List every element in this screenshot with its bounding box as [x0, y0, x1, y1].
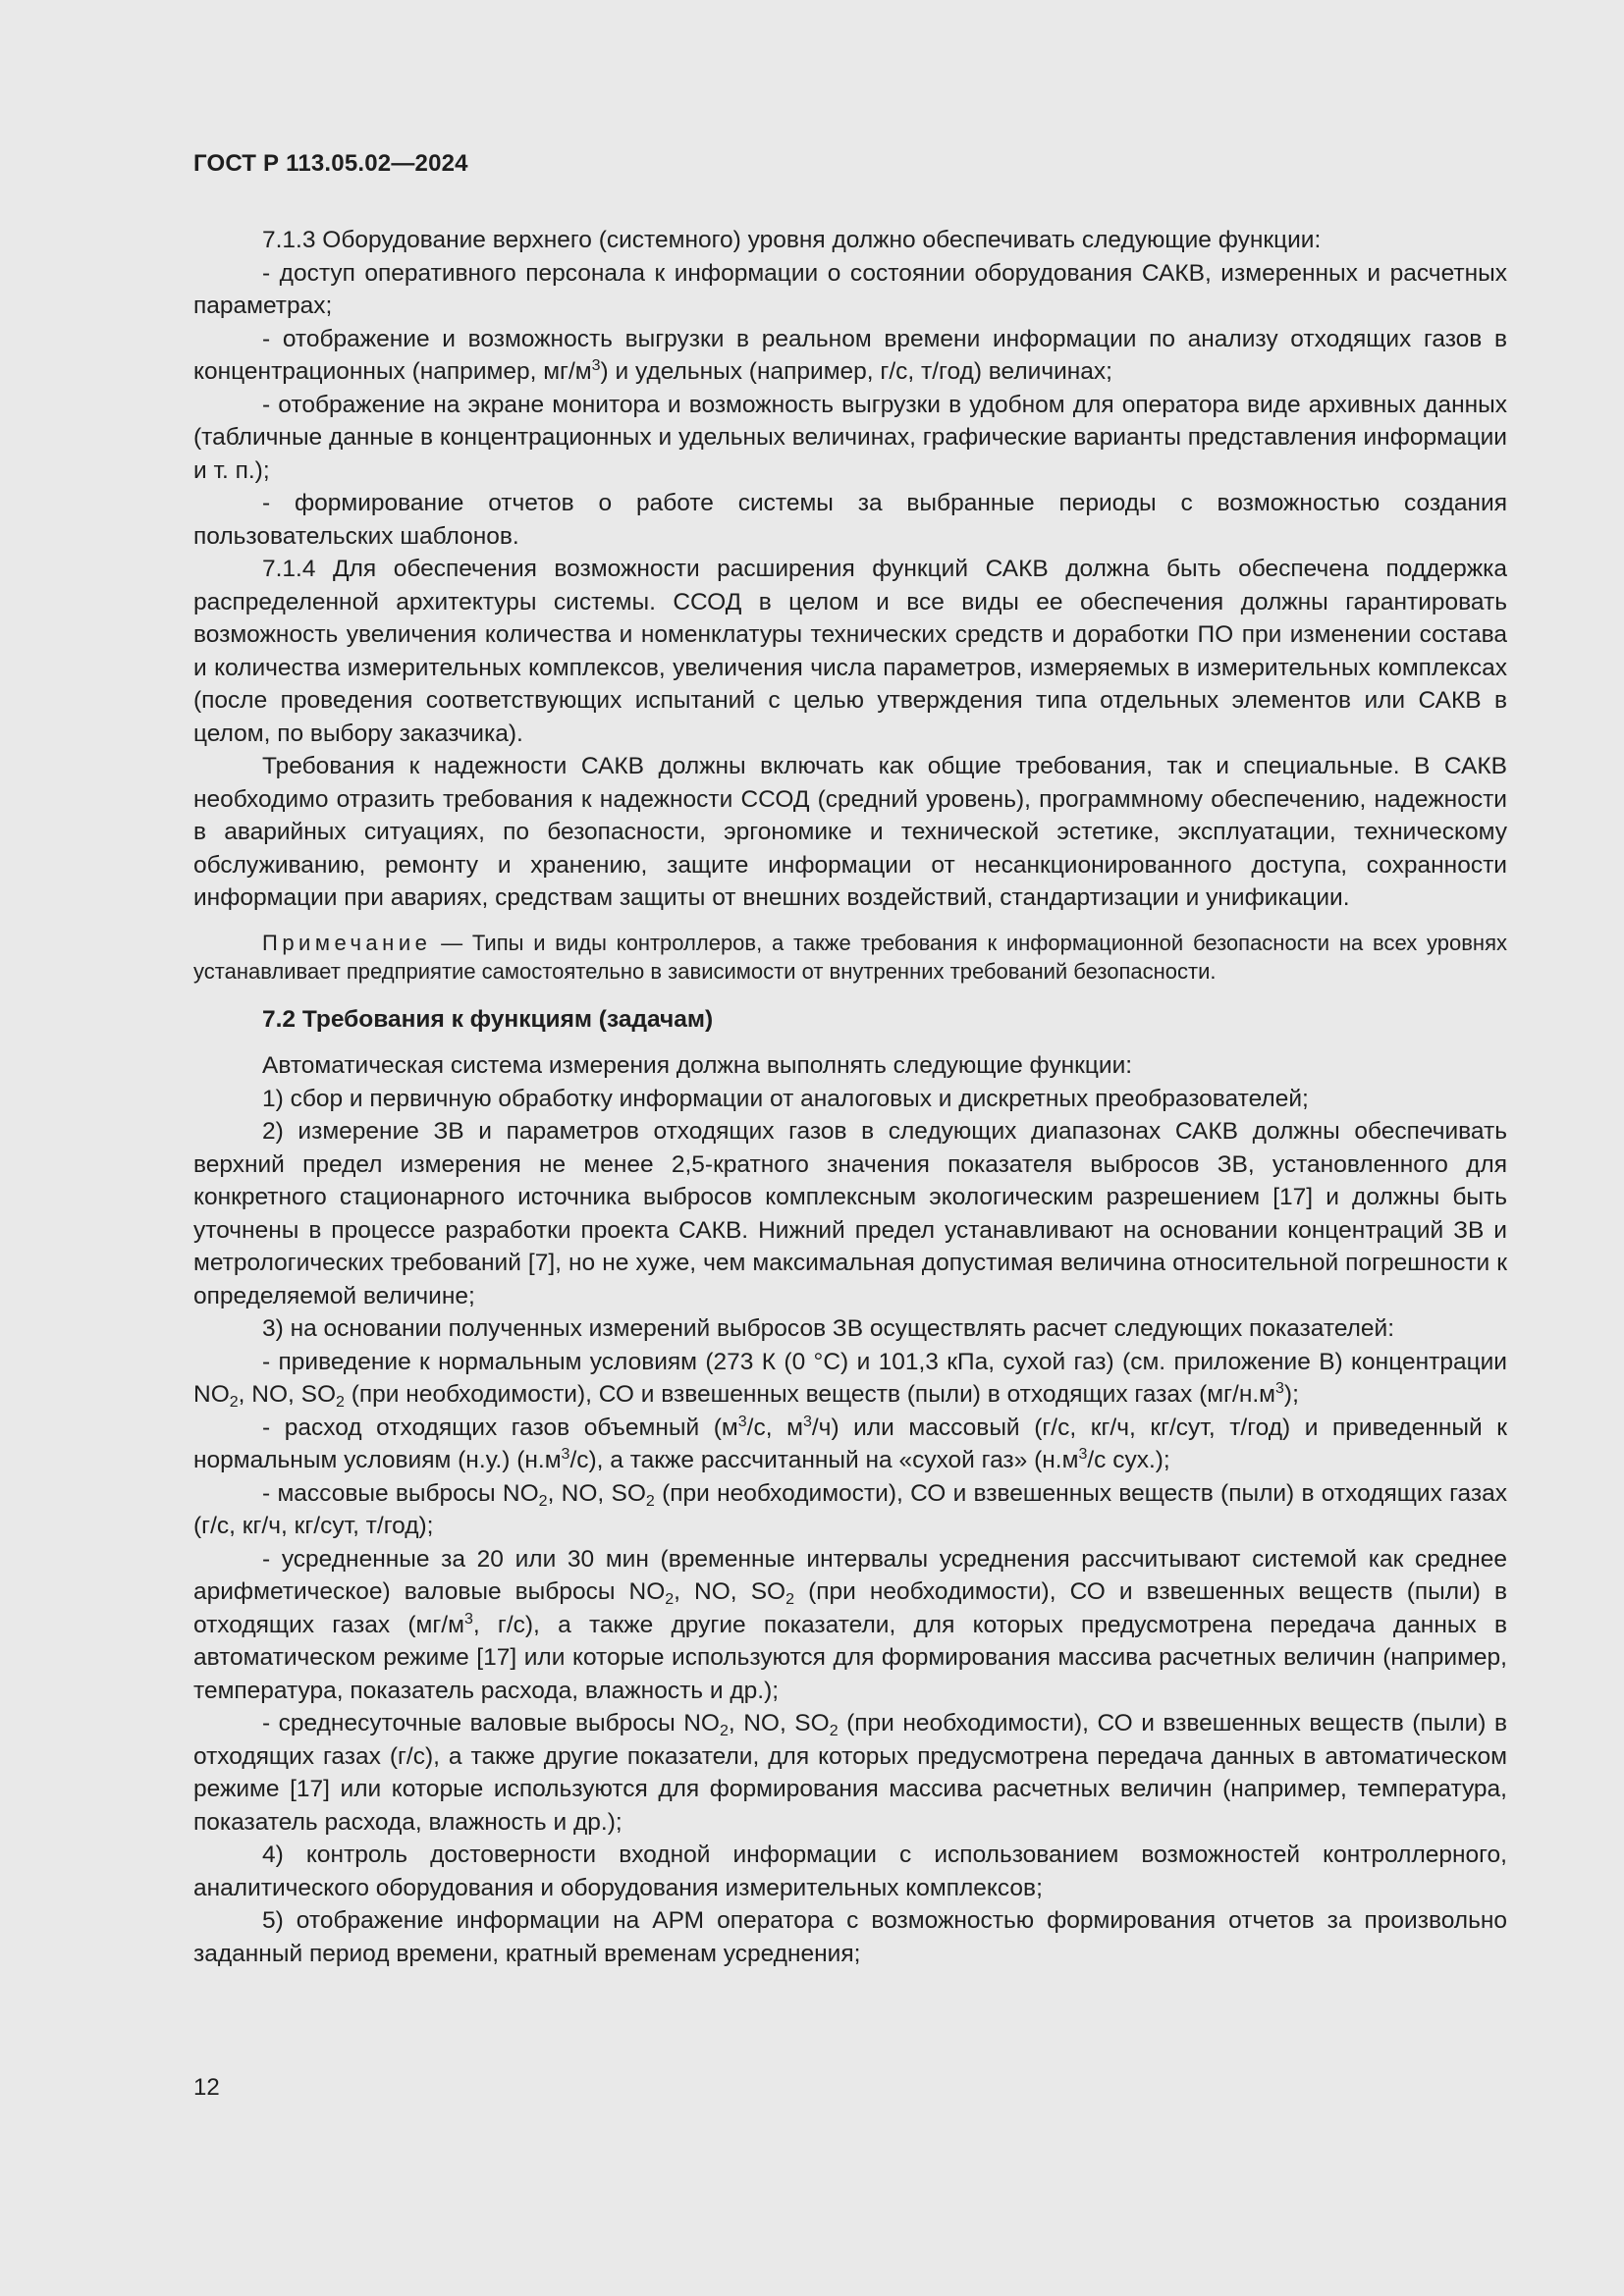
- document-body: [193, 224, 1507, 1970]
- sub-item-averaged-emissions: - усредненные за 20 или 30 мин (временные интервалы усреднения рассчитывают системой как среднее арифметическое) валовые выбросы $NO_2$, NO, $SO_2$ (при необходимости), СО и взвешенных веществ (пыли) в отходящих газах ($мг/м^3$, г/с), а также другие показатели, для которых предусмотрена передача данных в автоматическом режиме [17] или которые используются для формирования массива расчетных величин (например, температура, показатель расхода, влажность и др.);: [193, 1545, 1507, 1704]
- section-heading-7-2: 7.2 Требования к функциям (задачам): [262, 1005, 714, 1033]
- paragraph-functions-intro: Автоматическая система измерения должна выполнять следующие функции:: [262, 1052, 1133, 1079]
- list-item-4: 4) контроль достоверности входной информации с использованием возможностей контроллерного, аналитического оборудования и оборудования измерительных комплексов;: [193, 1842, 1507, 1901]
- list-item-access: - доступ оперативного персонала к информации о состоянии оборудования САКВ, измеренных и расчетных параметрах;: [193, 259, 1507, 319]
- document-header: ГОСТ Р 113.05.02—2024: [193, 150, 468, 177]
- paragraph-7-1-4: 7.1.4 Для обеспечения возможности расширения функций САКВ должна быть обеспечена поддержка распределенной архитектуры системы. ССОД в целом и все виды ее обеспечения должны гарантировать возможность увеличения количества и номенклатуры технических средств и доработки ПО при изменении состава и количества измерительных комплексов, увеличения числа параметров, измеряемых в измерительных комплексах (после проведения соответствующих испытаний с целью утверждения типа отдельных элементов или САКВ в целом, по выбору заказчика).: [193, 556, 1507, 747]
- paragraph-reliability: Требования к надежности САКВ должны включать как общие требования, так и специальные. В САКВ необходимо отразить требования к надежности ССОД (средний уровень), программному обеспечению, надежности в аварийных ситуациях, по безопасности, эргономике и технической эстетике, эксплуатации, техническому обслуживанию, ремонту и хранению, защите информации от несанкционированного доступа, сохранности информации при авариях, средствам защиты от внешних воздействий, стандартизации и унификации.: [193, 753, 1507, 911]
- page-number: 12: [193, 2074, 220, 2101]
- sub-item-flow-rate: - расход отходящих газов объемный ($м^3/с$, $м^3/ч$) или массовый (г/с, кг/ч, кг/сут, т/год) и приведенный к нормальным условиям (н.у.) $(н.м^3/с)$, а также рассчитанный на «сухой газ» ($н.м^3/с$ сух.);: [193, 1413, 1508, 1473]
- list-item-reports: - формирование отчетов о работе системы за выбранные периоды с возможностью создания пользовательских шаблонов.: [193, 490, 1507, 550]
- note-label: Примечание: [262, 930, 432, 955]
- paragraph-7-1-3: 7.1.3 Оборудование верхнего (системного) уровня должно обеспечивать следующие функции:: [262, 227, 1322, 253]
- note: Примечание — Типы и виды контроллеров, а также требования к информационной безопасности на всех уровнях устанавливает предприятие самостоятельно в зависимости от внутренних требований безопасности.: [193, 930, 1507, 984]
- list-item-3: 3) на основании полученных измерений выбросов ЗВ осуществлять расчет следующих показателей:: [262, 1315, 1395, 1342]
- list-item-display-export: - отображение и возможность выгрузки в реальном времени информации по анализу отходящих газов в концентрационных (например, $мг/м^3$) и удельных (например, г/с, т/год) величинах;: [193, 325, 1507, 385]
- list-item-5: 5) отображение информации на АРМ оператора с возможностью формирования отчетов за произвольно заданный период времени, кратный временам усреднения;: [193, 1907, 1507, 1967]
- list-item-1: 1) сбор и первичную обработку информации от аналоговых и дискретных преобразователей;: [262, 1085, 1309, 1112]
- sub-item-daily-emissions: - среднесуточные валовые выбросы $NO_2$, NO, $SO_2$ (при необходимости), СО и взвешенных веществ (пыли) в отходящих газах (г/с), а также другие показатели, для которых предусмотрена передача данных в автоматическом режиме [17] или которые используются для формирования массива расчетных величин (например, температура, показатель расхода, влажность и др.);: [193, 1710, 1507, 1836]
- sub-item-mass-emissions: - массовые выбросы $NO_2$, NO, $SO_2$ (при необходимости), СО и взвешенных веществ (пыли) в отходящих газах (г/с, кг/ч, кг/сут, т/год);: [193, 1479, 1507, 1539]
- list-item-2: 2) измерение ЗВ и параметров отходящих газов в следующих диапазонах САКВ должны обеспечивать верхний предел измерения не менее 2,5-кратного значения показателя выбросов ЗВ, установленного для конкретного стационарного источника выбросов комплексным экологическим разрешением [17] и должны быть уточнены в процессе разработки проекта САКВ. Нижний предел устанавливают на основании концентраций ЗВ и метрологических требований [7], но не хуже, чем максимальная допустимая величина относительной погрешности к определяемой величине;: [193, 1118, 1507, 1309]
- sub-item-normalization: - приведение к нормальным условиям (273 К (0 °С) и 101,3 кПа, сухой газ) (см. приложение В) концентрации $NO_2$, NO, $SO_2$ (при необходимости), СО и взвешенных веществ (пыли) в отходящих газах $(мг/н.м^3)$;: [193, 1348, 1507, 1411]
- list-item-archive: - отображение на экране монитора и возможность выгрузки в удобном для оператора виде архивных данных (табличные данные в концентрационных и удельных величинах, графические варианты представления информации и т. п.);: [193, 391, 1507, 484]
